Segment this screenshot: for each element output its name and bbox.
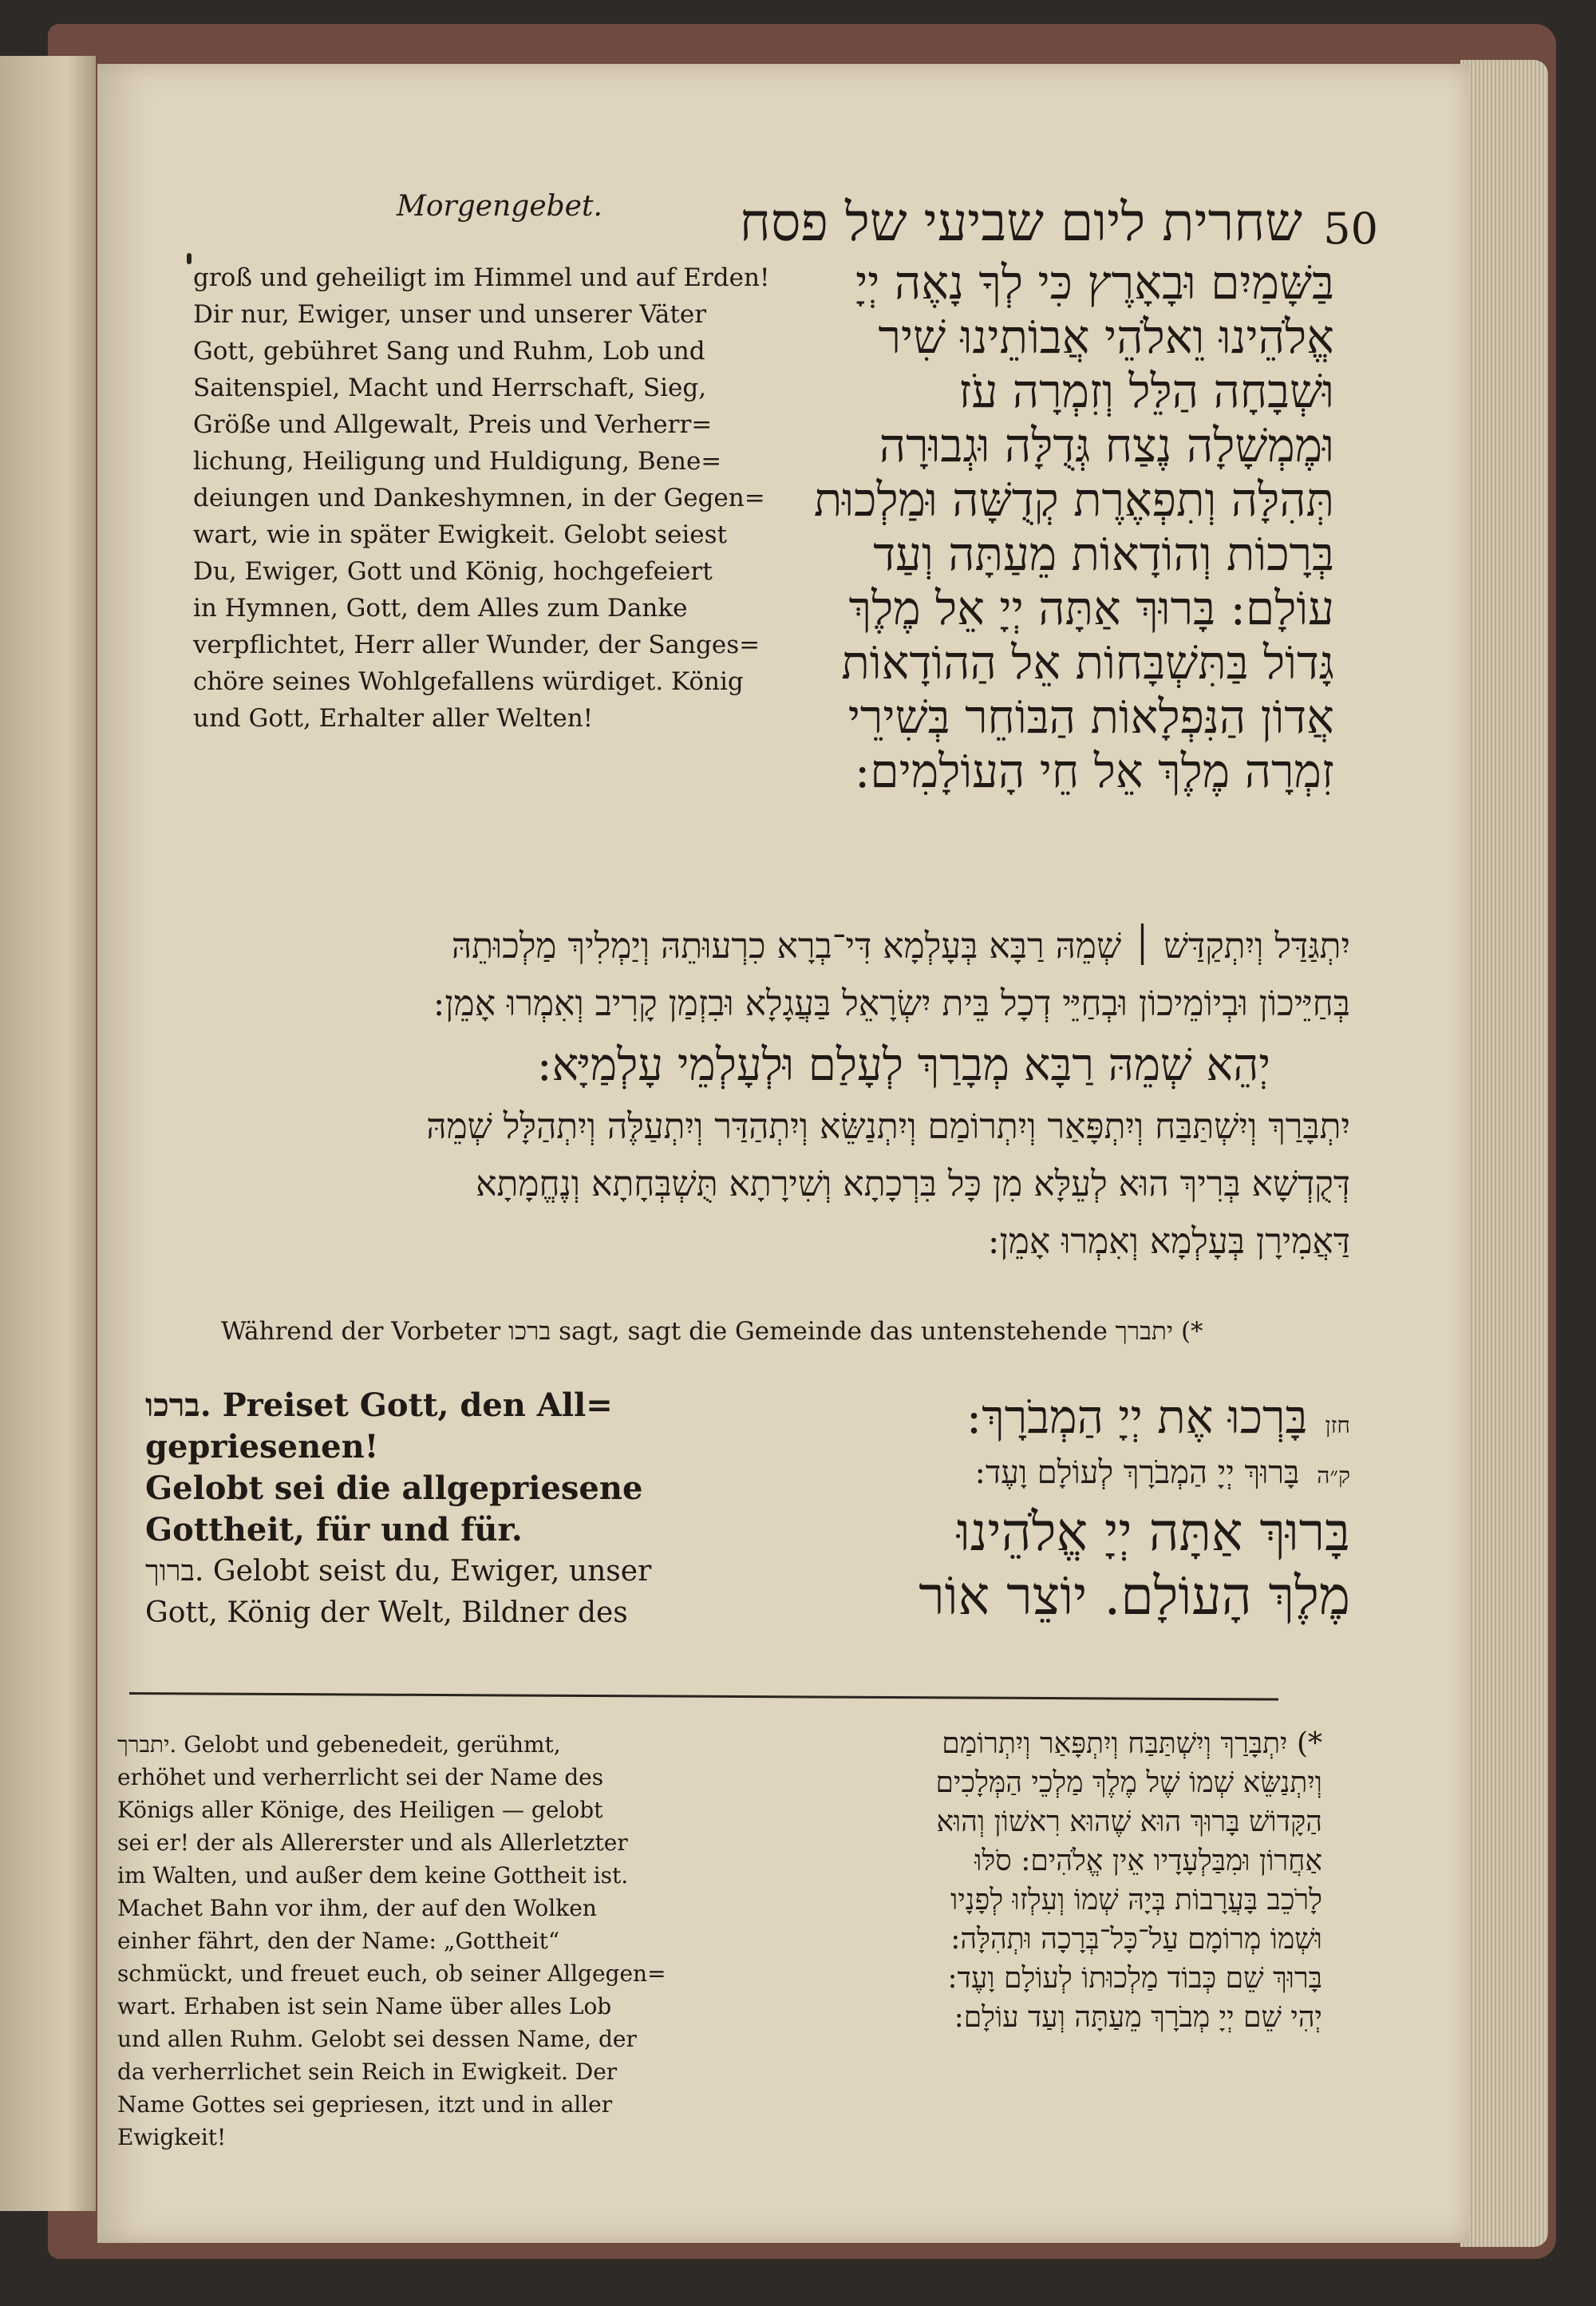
text-line: groß und geheiligt im Himmel und auf Erden! xyxy=(193,263,770,292)
text-line: und Gott, Erhalter aller Welten! xyxy=(193,704,594,733)
text-line: Ewigkeit! xyxy=(117,2124,227,2150)
text-line: einher fährt, den der Name: „Gottheit“ xyxy=(117,1928,560,1954)
hebrew-running-head: שחרית ליום שביעי של פסח xyxy=(739,192,1302,253)
instruction-text: sagt, sagt die Gemeinde das untenstehende xyxy=(559,1317,1108,1346)
text-line: Saitenspiel, Macht und Herrschaft, Sieg, xyxy=(193,374,707,402)
text-line: Gott, gebühret Sang und Ruhm, Lob und xyxy=(193,337,705,366)
text-line: chöre seines Wohlgefallens würdiget. König xyxy=(193,667,744,696)
text-line: Machet Bahn vor ihm, der auf den Wolken xyxy=(117,1895,597,1921)
text-line: בְּרָכוֹת וְהוֹדָאוֹת מֵעַתָּה וְעַד xyxy=(873,527,1334,581)
text-line: Du, Ewiger, Gott und König, hochgefeiert xyxy=(193,557,713,586)
text-line: וְיִתְנַשֵּׂא שְׁמוֹ שֶׁל מֶלֶךְ מַלְכֵי הַמְּלָכִים xyxy=(935,1766,1322,1799)
text-line: Gelobt sei die allgepriesene xyxy=(145,1469,643,1507)
text-line: in Hymnen, Gott, dem Alles zum Danke xyxy=(193,594,688,623)
text-line: gepriesenen! xyxy=(145,1428,379,1465)
text-line xyxy=(712,1445,1350,1501)
text-line: וּמֶמְשָׁלָה נֶצַח גְּדֻלָּה וּגְבוּרָה xyxy=(879,418,1334,473)
ink-mark xyxy=(187,253,192,264)
text-line: ברכו. Preiset Gott, den All= xyxy=(145,1386,613,1424)
text-line: Name Gottes sei gepriesen, itzt und in aller xyxy=(117,2091,613,2118)
text-line: לָרֹכֵב בָּעֲרָבוֹת בְּיָהּ שְׁמוֹ וְעִלְזוּ לְפָנָיו xyxy=(950,1884,1322,1916)
text-line: Gott, König der Welt, Bildner des xyxy=(145,1596,628,1629)
text-line: הַקָּדוֹשׁ בָּרוּךְ הוּא שֶׁהוּא רִאשׁוֹן וְהוּא xyxy=(936,1806,1322,1838)
kaddish-block xyxy=(153,918,1350,1271)
german-barchu-column xyxy=(145,1385,800,1634)
rubric-instruction xyxy=(221,1317,1203,1346)
german-running-head: Morgengebet. xyxy=(397,190,602,223)
text-line: אֲדוֹן הַנִּפְלָאוֹת הַבּוֹחֵר בְּשִׁירֵי xyxy=(847,690,1334,744)
congregation-label: ק״ה xyxy=(1317,1462,1350,1489)
hebrew-prayer-column xyxy=(728,255,1334,798)
text-line: und allen Ruhm. Gelobt sei dessen Name, der xyxy=(117,2026,637,2052)
book-page xyxy=(97,64,1470,2243)
hebrew-footnote xyxy=(748,1724,1322,2037)
text-line: Königs aller Könige, des Heiligen — gelobt xyxy=(117,1797,603,1823)
text-line: יְהִי שֵׁם יְיָ מְבֹרָךְ מֵעַתָּה וְעַד עוֹלָם: xyxy=(954,2001,1322,2034)
text-line: גָּדוֹל בַּתִּשְׁבָּחוֹת אֵל הַהוֹדָאוֹת xyxy=(841,635,1334,690)
page-edges xyxy=(1460,60,1548,2247)
text-line: דַּאֲמִירָן בְּעָלְמָא וְאִמְרוּ אָמֵן: xyxy=(987,1221,1350,1262)
text-line: בַּשָּׁמַיִם וּבָאָרֶץ כִּי לְךָ נָאֶה יְיָ xyxy=(855,255,1334,310)
text-line: erhöhet und verherrlicht sei der Name des xyxy=(117,1764,604,1790)
text-line: schmückt, und freuet euch, ob seiner Allgegen= xyxy=(117,1960,666,1987)
text-line: עוֹלָם: בָּרוּךְ אַתָּה יְיָ אֵל מֶלֶךְ xyxy=(848,581,1334,635)
text-line: בְּחַיֵּיכוֹן וּבְיוֹמֵיכוֹן וּבְחַיֵּי דְכָל בֵּית יִשְׂרָאֵל בַּעֲגָלָא וּבִזְמַן קָרִיב וְאִמְרוּ אָמֵן: xyxy=(433,983,1350,1024)
text-line: Dir nur, Ewiger, unser und unserer Väter xyxy=(193,300,707,329)
text-line: verpflichtet, Herr aller Wunder, der Sanges= xyxy=(193,631,760,659)
text-line: ברוך. Gelobt seist du, Ewiger, unser xyxy=(145,1555,652,1588)
text-line: wart. Erhaben ist sein Name über alles Lob xyxy=(117,1993,612,2019)
response-line: בָּרוּךְ יְיָ הַמְבֹרָךְ לְעוֹלָם וָעֶד: xyxy=(974,1454,1300,1491)
text-line: יִתְבָּרַךְ וְיִשְׁתַּבַּח וְיִתְפָּאַר וְיִתְרוֹמַם וְיִתְנַשֵּׂא וְיִתְהַדַּר וְיִתְעַלֶּה וְיִתְהַלָּל שְׁמֵהּ xyxy=(426,1106,1350,1147)
text-line: deiungen und Dankeshymnen, in der Gegen= xyxy=(193,484,765,512)
text-line: בָּרוּךְ אַתָּה יְיָ אֱלֹהֵינוּ xyxy=(956,1501,1350,1563)
barchu-line: בָּרְכוּ אֶת יְיָ הַמְבֹרָךְ: xyxy=(966,1390,1308,1444)
text-line: תְּהִלָּה וְתִפְאֶרֶת קְדֻשָּׁה וּמַלְכוּת xyxy=(813,473,1334,527)
text-line: יְהֵא שְׁמֵהּ רַבָּא מְבָרַךְ לְעָלַם וּלְעָלְמֵי עָלְמַיָּא: xyxy=(536,1039,1270,1091)
text-line: wart, wie in später Ewigkeit. Gelobt seiest xyxy=(193,520,727,549)
text-line: אֱלֹהֵינוּ וֵאלֹהֵי אֲבוֹתֵינוּ שִׁיר xyxy=(878,310,1334,364)
text-line: מֶלֶךְ הָעוֹלָם. יוֹצֵר אוֹר xyxy=(918,1565,1350,1627)
text-line: *) יִתְבָּרַךְ וְיִשְׁתַּבַּח וְיִתְפָּאַר וְיִתְרוֹמַם xyxy=(942,1727,1322,1760)
page-number: 50 xyxy=(1323,204,1378,254)
text-line: דְּקֻדְשָׁא בְּרִיךְ הוּא לְעֵלָּא מִן כָּל בִּרְכָתָא וְשִׁירָתָא תֻּשְׁבְּחָתָא וְנֶחֱמָתָא xyxy=(476,1164,1350,1204)
text-line: זִמְרָה מֶלֶךְ אֵל חֵי הָעוֹלָמִים: xyxy=(854,744,1334,798)
text-line: sei er! der als Allererster und als Allerletzter xyxy=(117,1829,628,1856)
facing-page-edge xyxy=(0,56,96,2211)
text-line: וּשְׁמוֹ מְרוֹמָם עַל־כָּל־בְּרָכָה וּתְהִלָּה: xyxy=(950,1923,1322,1956)
text-line: lichung, Heiligung und Huldigung, Bene= xyxy=(193,447,722,476)
text-line: יִתְגַּדַּל וְיִתְקַדַּשׁ ׀ שְׁמֵהּ רַבָּא בְּעָלְמָא דִּי־בְרָא כִרְעוּתֵהּ וְיַמְלִיךְ מַלְכוּתֵהּ xyxy=(451,926,1350,967)
instruction-hebrew-ref: יתברך xyxy=(1115,1317,1174,1346)
footnote-divider xyxy=(129,1692,1278,1701)
footnote-marker: (* xyxy=(1180,1317,1203,1346)
text-line: im Walten, und außer dem keine Gottheit ist. xyxy=(117,1862,629,1889)
text-line: יתברך. Gelobt und gebenedeit, gerühmt, xyxy=(117,1731,561,1758)
hebrew-barchu-column xyxy=(712,1389,1350,1628)
text-line: Gottheit, für und für. xyxy=(145,1511,523,1549)
text-line: וּשְׁבָחָה הַלֵּל וְזִמְרָה עֹז xyxy=(958,364,1334,418)
text-line: Größe und Allgewalt, Preis und Verherr= xyxy=(193,410,713,439)
german-footnote xyxy=(117,1728,804,2154)
text-line: בָּרוּךְ שֵׁם כְּבוֹד מַלְכוּתוֹ לְעוֹלָם וָעֶד: xyxy=(947,1962,1322,1995)
text-line: אַחֲרוֹן וּמִבַּלְעָדָיו אֵין אֱלֹהִים: סֹלּוּ xyxy=(974,1845,1322,1877)
instruction-text: Während der Vorbeter xyxy=(221,1317,501,1346)
text-line: da verherrlichet sein Reich in Ewigkeit. Der xyxy=(117,2059,618,2085)
instruction-hebrew-word: ברכו xyxy=(508,1317,551,1346)
text-line xyxy=(712,1389,1350,1445)
chazan-label: חזן xyxy=(1325,1412,1350,1438)
